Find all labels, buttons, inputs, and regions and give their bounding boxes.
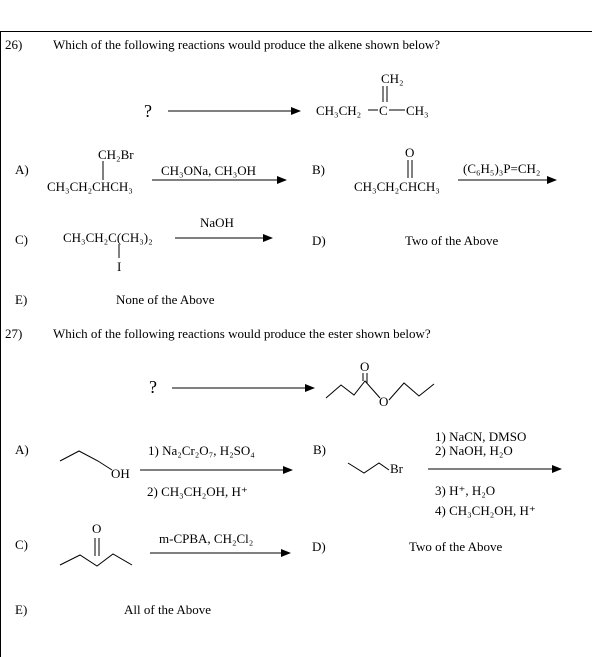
q27-question: Which of the following reactions would produce the ester shown below? [53,326,431,341]
q27-a-oh: OH [111,466,130,481]
q26-product-left: CH₃CH₂ [316,103,362,118]
q27-e-text: All of the Above [124,602,212,617]
q27-ester-ring-oxygen: O [379,394,389,409]
q26-d-text: Two of the Above [405,233,499,248]
q26-b-reagent: (C₆H₅)₃P=CH₂ [463,161,541,176]
q26-b-chain: CH₃CH₂CHCH₃ [354,179,440,194]
q26-e-text: None of the Above [116,292,215,307]
q26-d-label: D) [312,233,326,248]
q27-b-br: Br [390,461,403,476]
q26-b-label: B) [312,162,325,177]
q27-a-step2: 2) CH₃CH₂OH, H⁺ [147,484,248,499]
q26-number: 26) [5,37,23,52]
q26-e-label: E) [15,292,28,307]
q27-c-reagent: m-CPBA, CH₂Cl₂ [159,531,254,546]
q26-a-substituent: CH₂Br [98,147,134,162]
page-frame [0,31,592,657]
q27-a-label: A) [15,442,29,457]
q26-c-chain: CH₃CH₂C(CH₃)₂ [63,230,153,245]
q26-c-substituent: I [117,259,122,274]
q27-number: 27) [5,326,23,341]
q26-question: Which of the following reactions would produce the alkene shown below? [53,37,440,52]
q27-ester-carbonyl-oxygen: O [360,359,370,374]
q26-product-top: CH₂ [381,71,404,86]
q27-unknown: ? [149,377,157,397]
q27-c-oxygen: O [92,521,102,536]
q26-unknown: ? [144,101,152,121]
q27-e-label: E) [15,602,28,617]
q27-a-step1: 1) Na₂Cr₂O₇, H₂SO₄ [148,443,255,458]
q27-b-step1: 1) NaCN, DMSO [435,429,527,444]
q26-c-reagent: NaOH [200,215,234,230]
q27-b-label: B) [313,442,326,457]
q27-c-label: C) [15,537,28,552]
q26-a-reagent: CH₃ONa, CH₃OH [161,163,257,178]
q27-b-step4: 4) CH₃CH₂OH, H⁺ [435,503,536,518]
q26-a-chain: CH₃CH₂CHCH₃ [47,179,133,194]
q26-b-oxygen: O [405,145,415,160]
q26-c-label: C) [15,232,28,247]
q26-product-right: CH₃ [406,103,429,118]
q27-b-step2: 2) NaOH, H₂O [435,443,513,458]
q27-d-label: D) [312,539,326,554]
q26-a-label: A) [15,162,29,177]
q27-b-step3: 3) H⁺, H₂O [435,483,496,498]
q26-product-center: C [379,103,388,118]
q27-d-text: Two of the Above [409,539,503,554]
